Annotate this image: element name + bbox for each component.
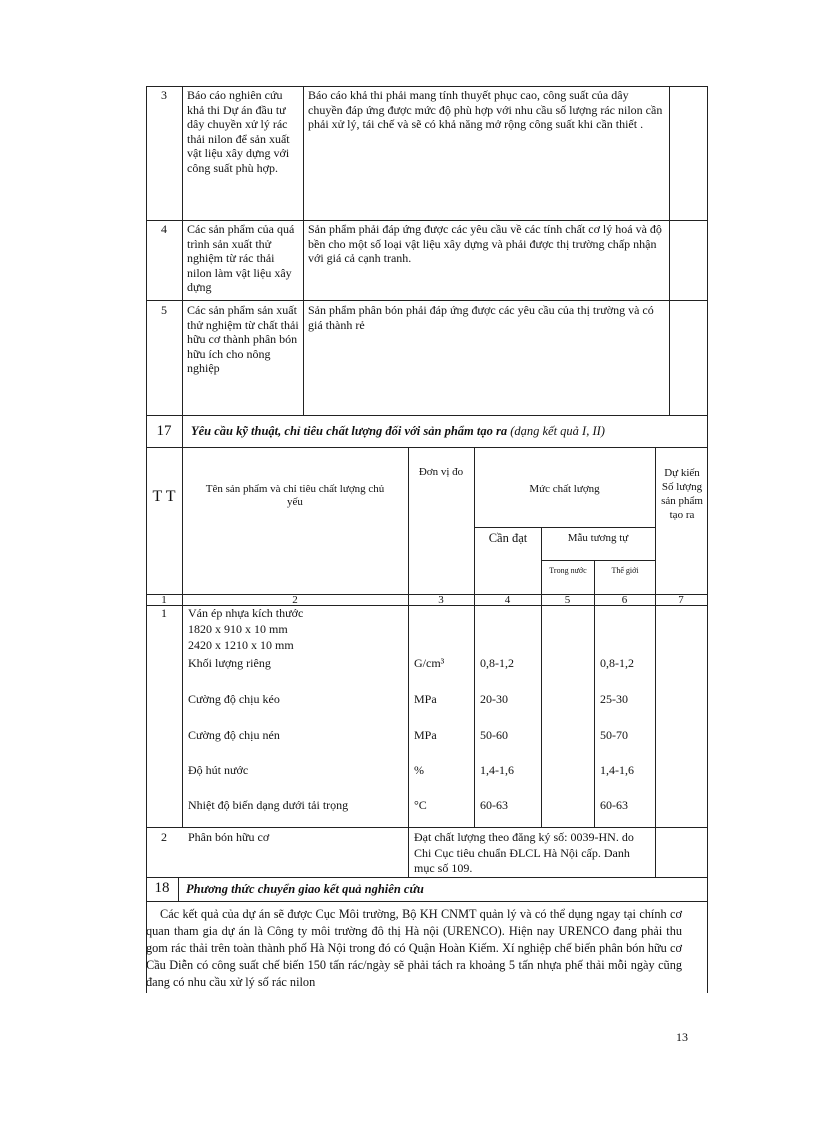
transfer-paragraph: Các kết quả của dự án sẽ được Cục Môi trường, Bộ KH CNMT quản lý và có thể dụng ngay tại chính cơ quan tham gia dự án là Công ty môi trường đô thị Hà nội (URENCO). Hiện nay URENCO đang phải thu gom rác thải trên toàn thành phố Hà Nội trong đó có Quận Hoàn Kiếm. Xí nghiệp chế biến phân bón hữu cơ Cầu Diễn có công suất chế biến 150 tấn rác/ngày sẽ phải tách ra khoảng 5 tấn nhựa phế thải mỗi ngày cũng đang có nhu cầu xử lý số rác nilon: [146, 907, 682, 989]
column-number: 2: [292, 594, 298, 606]
row-item: Báo cáo nghiên cứu khả thi Dự án đầu tư dây chuyền xử lý rác thải nilon để sản xuất vật liệu xây dựng với công suất phù hợp.: [187, 88, 290, 175]
header-target: Cần đạt: [488, 531, 528, 545]
column-number: 5: [564, 594, 571, 606]
criterion-name: Độ hút nước: [188, 763, 249, 777]
column-number: 4: [504, 594, 511, 606]
section-17-title: [191, 424, 701, 439]
section-18-number: 18: [154, 880, 170, 896]
criterion-target: 50-60: [480, 728, 508, 742]
column-number: 7: [678, 594, 684, 606]
criterion-target: 0,8-1,2: [480, 656, 514, 670]
criterion-unit: °C: [414, 798, 427, 812]
column-number: 1: [161, 594, 167, 606]
column-number: 3: [438, 594, 444, 606]
row-requirement: Sản phẩm phải đáp ứng được các yêu cầu về các tính chất cơ lý hoá và độ bền cho một số loại vật liệu xây dựng và phải được thị trường chấp nhận với giá cả cạnh tranh.: [308, 222, 662, 265]
criterion-unit: MPa: [414, 728, 437, 742]
row-number: 4: [161, 222, 167, 236]
criterion-name: Nhiệt độ biến dạng dưới tải trọng: [188, 798, 349, 812]
criterion-name: Khối lượng riêng: [188, 656, 271, 670]
row-item: Các sản phẩm sản xuất thử nghiệm từ chất thải hữu cơ thành phân bón hữu ích cho nông nghiệp: [187, 303, 299, 375]
header-world: Thế giới: [611, 566, 639, 575]
criterion-unit: G/cm³: [414, 656, 445, 670]
header-quality: Mức chất lượng: [529, 483, 600, 495]
header-unit: Đơn vị đo: [418, 466, 464, 478]
page-number: 13: [676, 1030, 688, 1044]
header-forecast: Dự kiến Số lượng sản phẩm tạo ra: [661, 467, 703, 521]
product-note: Đạt chất lượng theo đăng ký số: 0039-HN. do Chi Cục tiêu chuẩn ĐLCL Hà Nội cấp. Danh mục số 109.: [414, 830, 634, 875]
criterion-name: Cường độ chịu nén: [188, 728, 280, 742]
row-requirement: Báo cáo khả thi phải mang tính thuyết phục cao, công suất của dây chuyền đáp ứng được mức độ phù hợp với nhu cầu số lượng rác nilon cần phải xử lý, tái chế và sẽ có khả năng mở rộng công suất khi cần thiết .: [308, 88, 663, 131]
row-number: 5: [161, 303, 167, 317]
criterion-world: 1,4-1,6: [600, 763, 634, 777]
row-number: 3: [161, 88, 167, 102]
product-number: 1: [161, 606, 167, 620]
header-sample: Mẫu tương tự: [567, 532, 629, 544]
criterion-world: 60-63: [600, 798, 628, 812]
criterion-target: 20-30: [480, 692, 508, 706]
header-domestic: Trong nước: [549, 566, 587, 575]
product-size: 2420 x 1210 x 10 mm: [188, 638, 294, 652]
product-size: 1820 x 910 x 10 mm: [188, 622, 288, 636]
header-tt: T T: [152, 488, 176, 505]
row-item: Các sản phẩm của quá trình sản xuất thử nghiệm từ rác thải nilon làm vật liệu xây dựng: [187, 222, 295, 294]
criterion-world: 25-30: [600, 692, 628, 706]
product-name: Ván ép nhựa kích thước: [188, 606, 304, 620]
section-17-suffix: (dạng kết quả I, II): [510, 424, 605, 438]
section-18-title: Phương thức chuyển giao kết quả nghiên cứu: [186, 882, 424, 896]
criterion-unit: MPa: [414, 692, 437, 706]
product-number: 2: [161, 830, 167, 844]
criterion-unit: %: [414, 763, 424, 777]
header-product: Tên sản phẩm và chỉ tiêu chất lượng chủ yếu: [205, 483, 385, 508]
column-number: 6: [621, 594, 628, 606]
criterion-name: Cường độ chịu kéo: [188, 692, 280, 706]
criterion-target: 60-63: [480, 798, 508, 812]
section-17-title-text: Yêu cầu kỹ thuật, chỉ tiêu chất lượng đối với sản phẩm tạo ra: [191, 424, 508, 438]
section-17-number: 17: [156, 423, 172, 439]
criterion-world: 0,8-1,2: [600, 656, 634, 670]
criterion-target: 1,4-1,6: [480, 763, 514, 777]
product-name: Phân bón hữu cơ: [188, 830, 270, 844]
row-requirement: Sản phẩm phân bón phải đáp ứng được các yêu cầu của thị trường và có giá thành rẻ: [308, 303, 654, 332]
criterion-world: 50-70: [600, 728, 628, 742]
